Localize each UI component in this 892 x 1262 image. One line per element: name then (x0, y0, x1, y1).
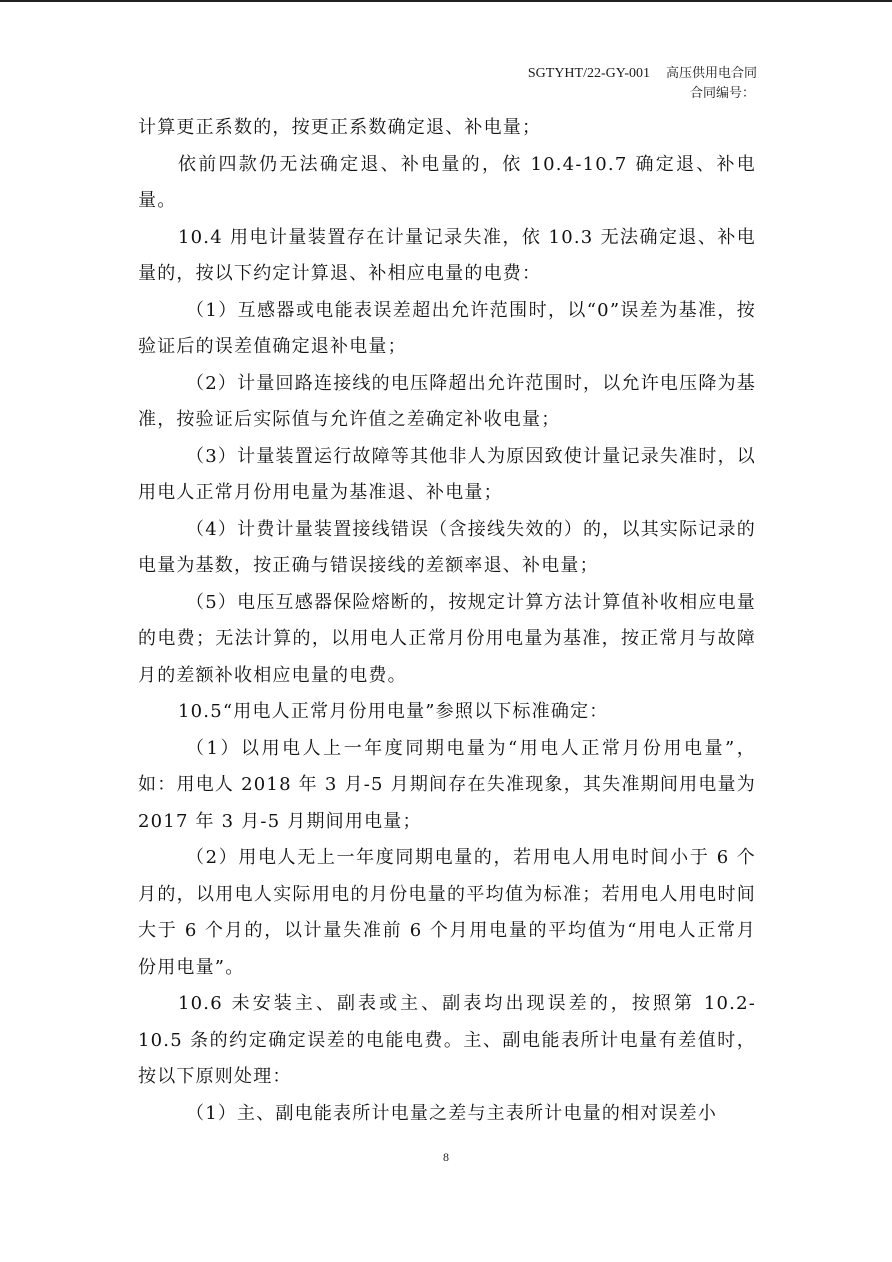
clause-10-4-item-5: （5）电压互感器保险熔断的，按规定计算方法计算值补收相应电量的电费；无法计算的，以用电人正常月份用电量为基准，按正常月与故障月的差额补收相应电量的电费。 (138, 591, 756, 686)
clause-10-5-item-2: （2）用电人无上一年度同期电量的，若用电人用电时间小于 6 个月的，以用电人实际用电的月份电量的平均值为标准；若用电人用电时间大于 6 个月的，以计量失准前 6 个月用电量的平均值为“用电人正常月份用电量”。 (138, 847, 756, 978)
clause-10-4-item-3: （3）计量装置运行故障等其他非人为原因致使计量记录失准时，以用电人正常月份用电量为基准退、补电量； (138, 445, 756, 503)
top-border-line (0, 0, 892, 2)
contract-body (138, 110, 756, 1132)
document-title: 高压供用电合同 (665, 66, 757, 81)
header-line-2 (528, 84, 757, 104)
clause-10-5-item-1: （1）以用电人上一年度同期电量为“用电人正常月份用电量”，如：用电人 2018 年 3 月-5 月期间存在失准现象，其失准期间用电量为 2017 年 3 月-5 月期间用电量； (138, 737, 756, 832)
clause-10-6: 10.6 未安装主、副表或主、副表均出现误差的，按照第 10.2-10.5 条的约定确定误差的电能电费。主、副电能表所计电量有差值时，按以下原则处理： (138, 993, 756, 1087)
clause-10-6-item-1: （1）主、副电能表所计电量之差与主表所计电量的相对误差小 (186, 1102, 718, 1124)
paragraph-2: 依前四款仍无法确定退、补电量的，依 10.4-10.7 确定退、补电量。 (138, 153, 756, 211)
document-code: SGTYHT/22-GY-001 (527, 66, 650, 81)
clause-10-4-item-2: （2）计量回路连接线的电压降超出允许范围时，以允许电压降为基准，按验证后实际值与允许值之差确定补收电量； (138, 372, 756, 430)
clause-10-5: 10.5“用电人正常月份用电量”参照以下标准确定： (178, 701, 609, 722)
page-header (528, 64, 757, 104)
page-number: 8 (443, 1150, 449, 1164)
paragraph-1: 计算更正系数的，按更正系数确定退、补电量； (138, 117, 542, 138)
clause-10-4-item-1: （1）互感器或电能表误差超出允许范围时，以“0”误差为基准，按验证后的误差值确定退补电量； (138, 299, 756, 357)
contract-number-label: 合同编号： (689, 86, 755, 101)
clause-10-4: 10.4 用电计量装置存在计量记录失准，依 10.3 无法确定退、补电量的，按以下约定计算退、补相应电量的电费： (138, 226, 756, 284)
clause-10-4-item-4: （4）计费计量装置接线错误（含接线失效的）的，以其实际记录的电量为基数，按正确与错误接线的差额率退、补电量； (138, 518, 756, 576)
header-line-1 (528, 64, 757, 84)
